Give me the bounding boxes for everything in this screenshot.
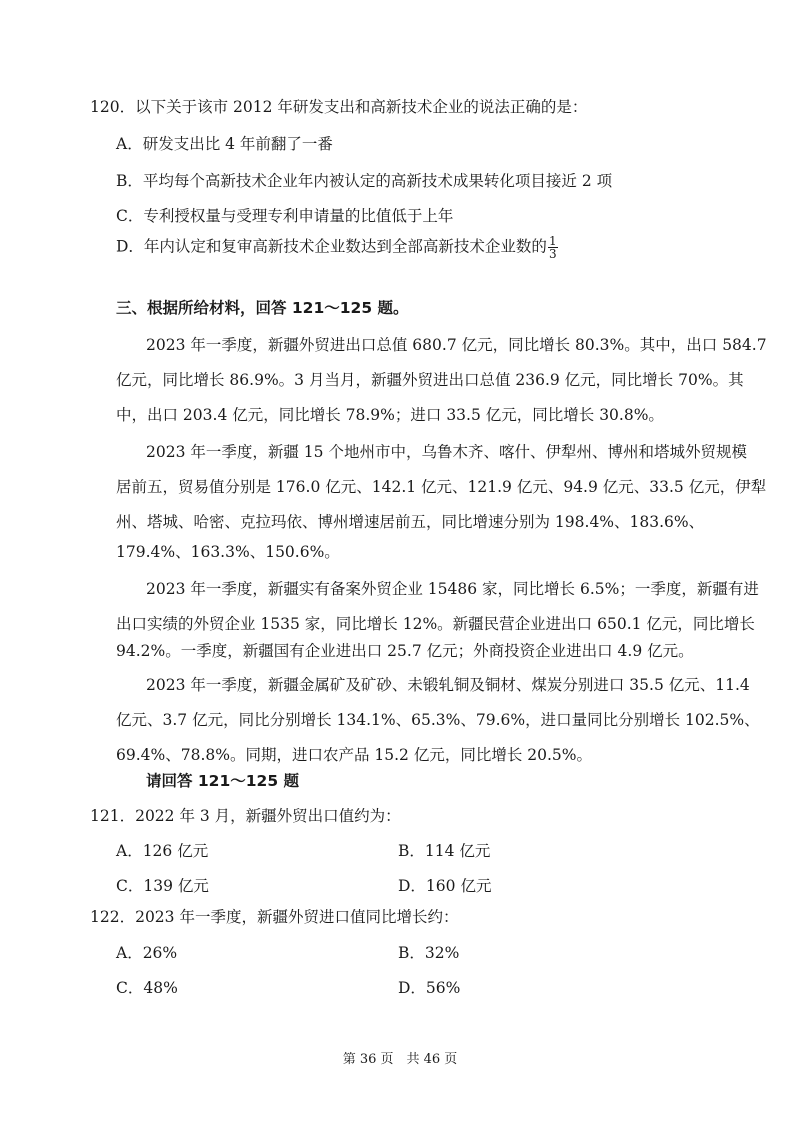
paragraph-line: 亿元、3.7 亿元，同比分别增长 134.1%、65.3%、79.6%，进口量同比分别增长 102.5%、: [116, 711, 760, 729]
q121-option-d: D．160 亿元: [398, 877, 492, 895]
q121-option-c: C．139 亿元: [116, 877, 209, 895]
q121-option-a: A．126 亿元: [116, 842, 209, 860]
q121-stem: 121．2022 年 3 月，新疆外贸出口值约为：: [90, 807, 401, 825]
paragraph-line: 2023 年一季度，新疆外贸进出口总值 680.7 亿元，同比增长 80.3%。其中，出口 584.7: [146, 336, 767, 354]
q120-option-b: B．平均每个高新技术企业年内被认定的高新技术成果转化项目接近 2 项: [116, 172, 613, 190]
fraction-denominator: 3: [548, 247, 557, 261]
fraction-numerator: 1: [548, 234, 557, 248]
q120-option-d: [116, 235, 558, 260]
q122-option-b: B．32%: [398, 944, 460, 962]
q120-option-d-text: D．年内认定和复审高新技术企业数达到全部高新技术企业数的: [116, 237, 547, 256]
page-footer: 第 36 页 共 46 页: [342, 1052, 458, 1067]
q122-option-d: D．56%: [398, 979, 461, 997]
q120-stem: 120．以下关于该市 2012 年研发支出和高新技术企业的说法正确的是：: [90, 98, 588, 116]
paragraph-line: 2023 年一季度，新疆实有备案外贸企业 15486 家，同比增长 6.5%；一季度，新疆有进: [146, 580, 759, 598]
paragraph-line: 2023 年一季度，新疆金属矿及矿砂、未锻轧铜及铜材、煤炭分别进口 35.5 亿元、11.4: [146, 676, 750, 694]
paragraph-line: 中，出口 203.4 亿元，同比增长 78.9%；进口 33.5 亿元，同比增长 30.8%。: [116, 406, 664, 424]
q120-option-a: A．研发支出比 4 年前翻了一番: [116, 135, 333, 153]
q122-option-a: A．26%: [116, 944, 178, 962]
paragraph-line: 州、塔城、哈密、克拉玛依、博州增速居前五，同比增速分别为 198.4%、183.6%、: [116, 513, 705, 531]
q122-stem: 122．2023 年一季度，新疆外贸进口值同比增长约：: [90, 908, 459, 926]
paragraph-line: 居前五，贸易值分别是 176.0 亿元、142.1 亿元、121.9 亿元、94.9 亿元、33.5 亿元，伊犁: [116, 478, 767, 496]
paragraph-line: 亿元，同比增长 86.9%。3 月当月，新疆外贸进出口总值 236.9 亿元，同比增长 70%。其: [116, 371, 744, 389]
paragraph-line: 179.4%、163.3%、150.6%。: [116, 543, 340, 561]
fraction-one-third: [548, 235, 558, 260]
prompt-heading: 请回答 121～125 题: [146, 772, 300, 790]
paragraph-line: 2023 年一季度，新疆 15 个地州市中，乌鲁木齐、喀什、伊犁州、博州和塔城外贸规模: [146, 443, 747, 461]
section-heading: 三、根据所给材料，回答 121～125 题。: [116, 299, 409, 317]
paragraph-line: 出口实绩的外贸企业 1535 家，同比增长 12%。新疆民营企业进出口 650.1 亿元，同比增长: [116, 615, 755, 633]
paragraph-line: 69.4%、78.8%。同期，进口农产品 15.2 亿元，同比增长 20.5%。: [116, 746, 593, 764]
q120-option-c: C．专利授权量与受理专利申请量的比值低于上年: [116, 207, 454, 225]
q121-option-b: B．114 亿元: [398, 842, 491, 860]
paragraph-line: 94.2%。一季度，新疆国有企业进出口 25.7 亿元；外商投资企业进出口 4.9 亿元。: [116, 642, 694, 660]
q122-option-c: C．48%: [116, 979, 178, 997]
